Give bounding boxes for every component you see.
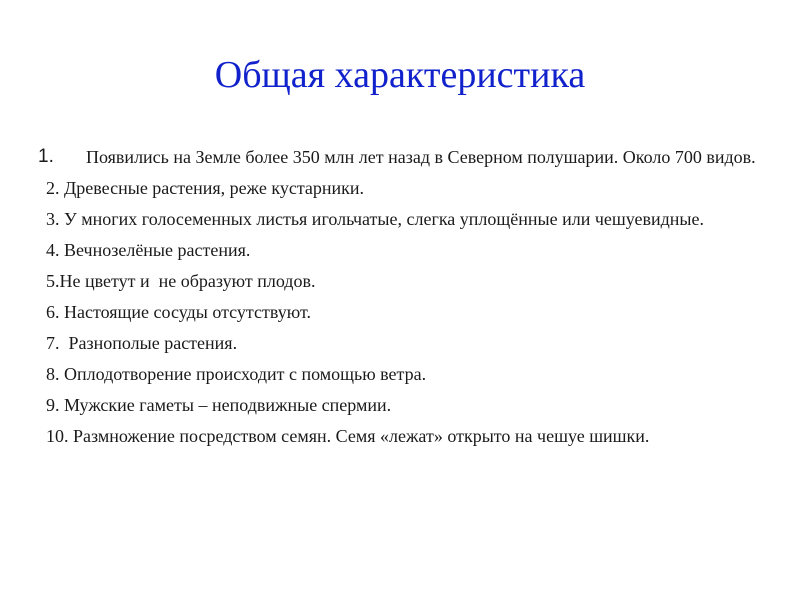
list-item-number: 1.: [38, 146, 54, 167]
list-item: [38, 176, 778, 200]
list-item: [38, 424, 778, 448]
list-item: [38, 238, 778, 262]
list-item: [38, 300, 778, 324]
list-item-text: 4. Вечнозелёные растения.: [46, 240, 251, 260]
list-item-text: 5.Не цветут и не образуют плодов.: [46, 271, 316, 291]
list-item-text: 10. Размножение посредством семян. Семя «лежат» открыто на чешуе шишки.: [46, 426, 650, 446]
list-item: [38, 145, 778, 169]
slide-title: Общая характеристика: [214, 54, 586, 96]
list-item-text: Появились на Земле более 350 млн лет назад в Северном полушарии. Около 700 видов.: [86, 147, 756, 167]
list-item: [38, 331, 778, 355]
list-item-text: 7. Разнополые растения.: [46, 333, 238, 353]
list-item: [38, 362, 778, 386]
list-item-text: 6. Настоящие сосуды отсутствуют.: [46, 302, 311, 322]
list-item-text: 2. Древесные растения, реже кустарники.: [46, 178, 365, 198]
list-item-text: 3. У многих голосеменных листья игольчатые, слегка уплощённые или чешуевидные.: [46, 209, 705, 229]
list-item: [38, 269, 778, 293]
characteristics-list: [38, 145, 778, 455]
list-item: [38, 393, 778, 417]
list-item-text: 9. Мужские гаметы – неподвижные спермии.: [46, 395, 392, 415]
list-item: [38, 207, 778, 231]
list-item-text: 8. Оплодотворение происходит с помощью ветра.: [46, 364, 427, 384]
